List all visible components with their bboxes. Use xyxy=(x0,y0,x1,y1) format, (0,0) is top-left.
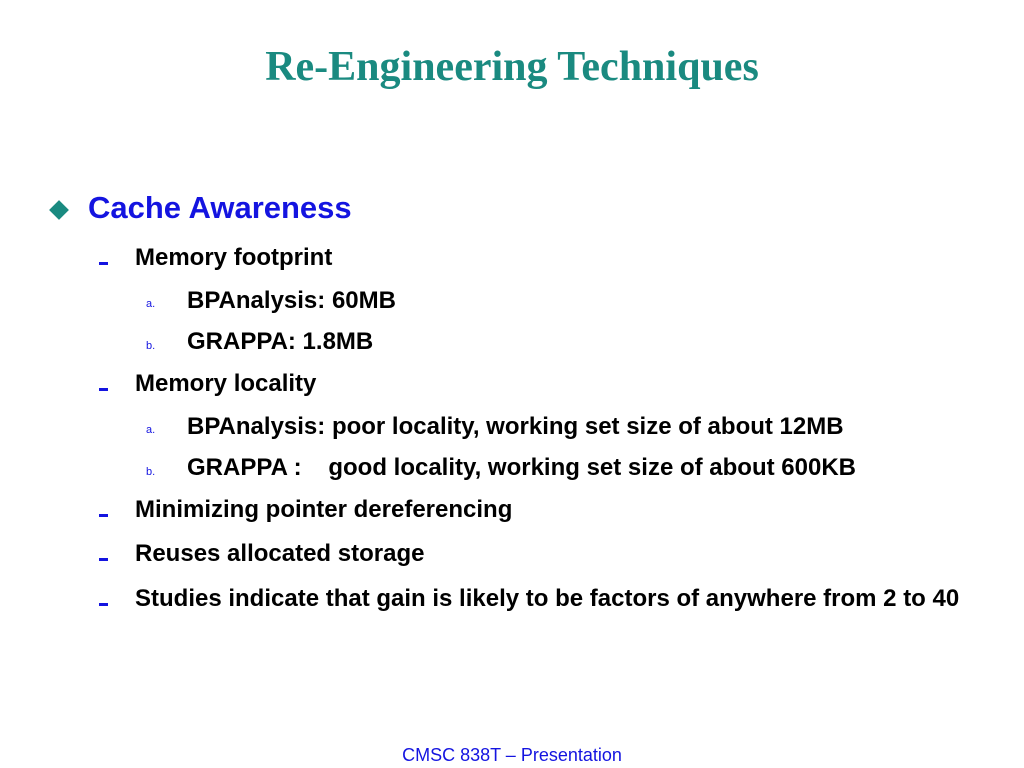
dash-bullet-icon xyxy=(99,558,108,561)
subitem-grappa-footprint: GRAPPA: 1.8MB xyxy=(187,328,374,355)
list-marker: b. xyxy=(146,340,156,352)
list-marker: a. xyxy=(146,424,156,436)
dash-bullet-icon xyxy=(99,514,108,517)
list-marker: a. xyxy=(146,298,156,310)
subbullet-studies-gain: Studies indicate that gain is likely to be factors of anywhere from 2 to 40 xyxy=(135,585,960,612)
dash-bullet-icon xyxy=(99,262,108,265)
dash-bullet-icon xyxy=(99,388,108,391)
subbullet-reuses-storage: Reuses allocated storage xyxy=(135,540,425,567)
list-marker: b. xyxy=(146,466,156,478)
subitem-bpanalysis-footprint: BPAnalysis: 60MB xyxy=(187,287,396,314)
bullet-cache-awareness: Cache Awareness xyxy=(88,190,352,225)
slide-footer: CMSC 838T – Presentation xyxy=(402,745,622,765)
subbullet-pointer-dereferencing: Minimizing pointer dereferencing xyxy=(135,496,513,523)
subitem-bpanalysis-locality: BPAnalysis: poor locality, working set size of about 12MB xyxy=(187,413,844,440)
dash-bullet-icon xyxy=(99,603,108,606)
subitem-grappa-locality: GRAPPA : good locality, working set size of about 600KB xyxy=(187,454,856,481)
subbullet-memory-footprint: Memory footprint xyxy=(135,244,333,271)
slide-title: Re-Engineering Techniques xyxy=(265,44,759,90)
subbullet-memory-locality: Memory locality xyxy=(135,370,317,397)
diamond-bullet-icon xyxy=(49,200,69,220)
